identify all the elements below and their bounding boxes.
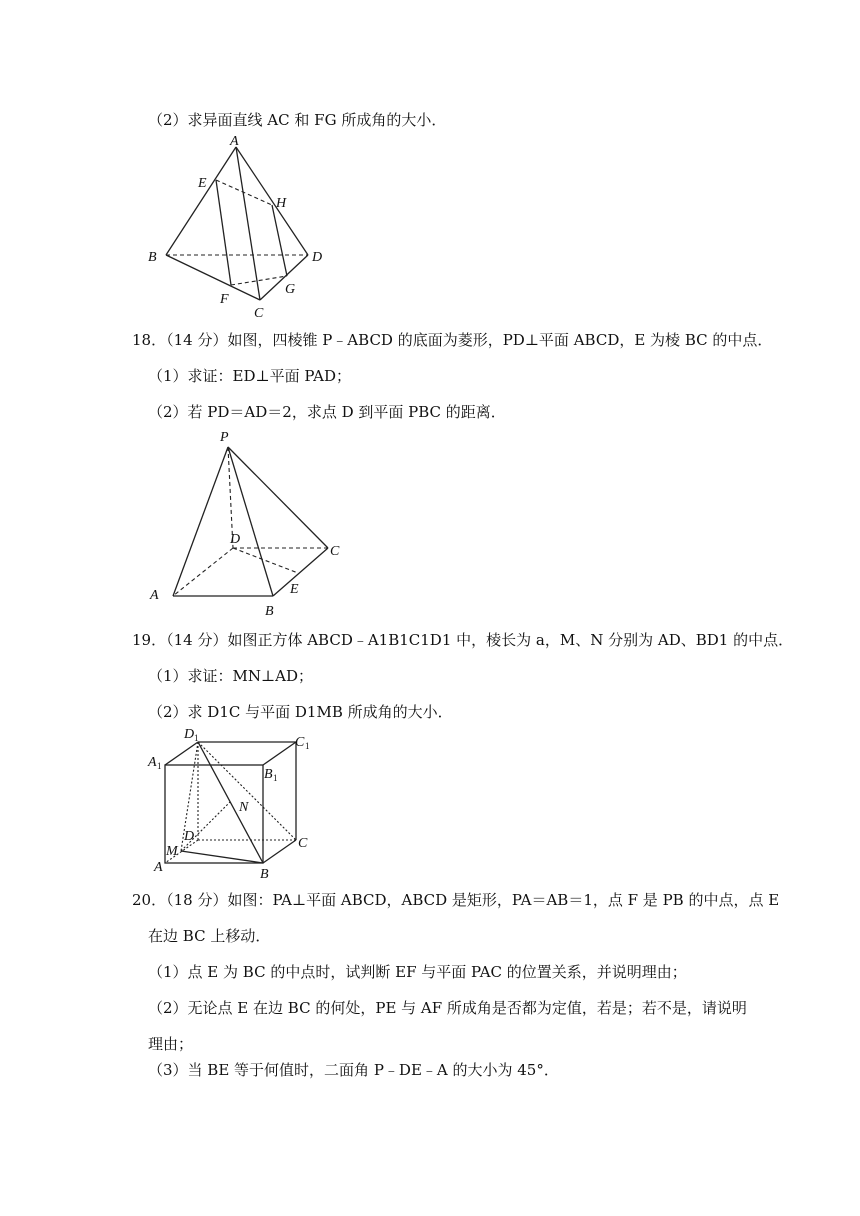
q17-part2: （2）求异面直线 AC 和 FG 所成角的大小． [148, 111, 447, 129]
label-E: E [198, 176, 207, 191]
pyramid-figure [140, 425, 360, 619]
label-A: A [150, 588, 159, 603]
label-A1: A [148, 755, 157, 770]
label-B: B [265, 604, 274, 619]
q20-stem-line2: 在边 BC 上移动． [148, 927, 271, 945]
q19-stem: 19．（14 分）如图正方体 ABCD﹣A1B1C1D1 中，棱长为 a，M、N 分别为 AD、BD1 的中点． [132, 631, 794, 649]
label-D: D [184, 829, 195, 844]
q19-part1: （1）求证：MN⊥AD； [148, 667, 313, 685]
label-F: F [220, 292, 229, 307]
label-B1: B [264, 767, 273, 782]
label-C: C [254, 306, 264, 321]
label-D1-sub: 1 [194, 733, 199, 743]
q20-part1: （1）点 E 为 BC 的中点时，试判断 EF 与平面 PAC 的位置关系，并说明理由； [148, 963, 687, 981]
label-E: E [290, 582, 299, 597]
label-D: D [230, 532, 241, 547]
label-C: C [330, 544, 340, 559]
q18-part2: （2）若 PD＝AD＝2，求点 D 到平面 PBC 的距离． [148, 403, 506, 421]
label-N: N [239, 800, 249, 815]
label-B1-sub: 1 [273, 773, 278, 783]
label-H: H [276, 196, 287, 211]
tetrahedron-figure [140, 134, 340, 321]
cube-figure [140, 725, 340, 882]
q20-part2-line1: （2）无论点 E 在边 BC 的何处，PE 与 AF 所成角是否都为定值，若是；若不是，请说明 [148, 999, 747, 1017]
label-B: B [260, 867, 269, 882]
label-D: D [312, 250, 323, 265]
label-G: G [285, 282, 296, 297]
q20-part3: （3）当 BE 等于何值时，二面角 P﹣DE﹣A 的大小为 45°． [148, 1061, 559, 1079]
q18-stem: 18．（14 分）如图，四棱锥 P﹣ABCD 的底面为菱形，PD⊥平面 ABCD，E 为棱 BC 的中点． [132, 331, 773, 349]
label-A: A [154, 860, 163, 875]
label-A1-sub: 1 [157, 761, 162, 771]
label-C1: C [295, 735, 305, 750]
label-C: C [298, 836, 308, 851]
q20-part2-line2: 理由； [148, 1035, 194, 1053]
label-M: M [166, 844, 178, 859]
label-B: B [148, 250, 157, 265]
q20-stem-line1: 20．（18 分）如图：PA⊥平面 ABCD，ABCD 是矩形，PA＝AB＝1，点 F 是 PB 的中点，点 E [132, 891, 780, 909]
q19-part2: （2）求 D1C 与平面 D1MB 所成角的大小． [148, 703, 453, 721]
label-C1-sub: 1 [305, 741, 310, 751]
label-A: A [230, 134, 239, 149]
q18-part1: （1）求证：ED⊥平面 PAD； [148, 367, 351, 385]
label-P: P [220, 430, 229, 445]
label-D1: D [184, 727, 195, 742]
